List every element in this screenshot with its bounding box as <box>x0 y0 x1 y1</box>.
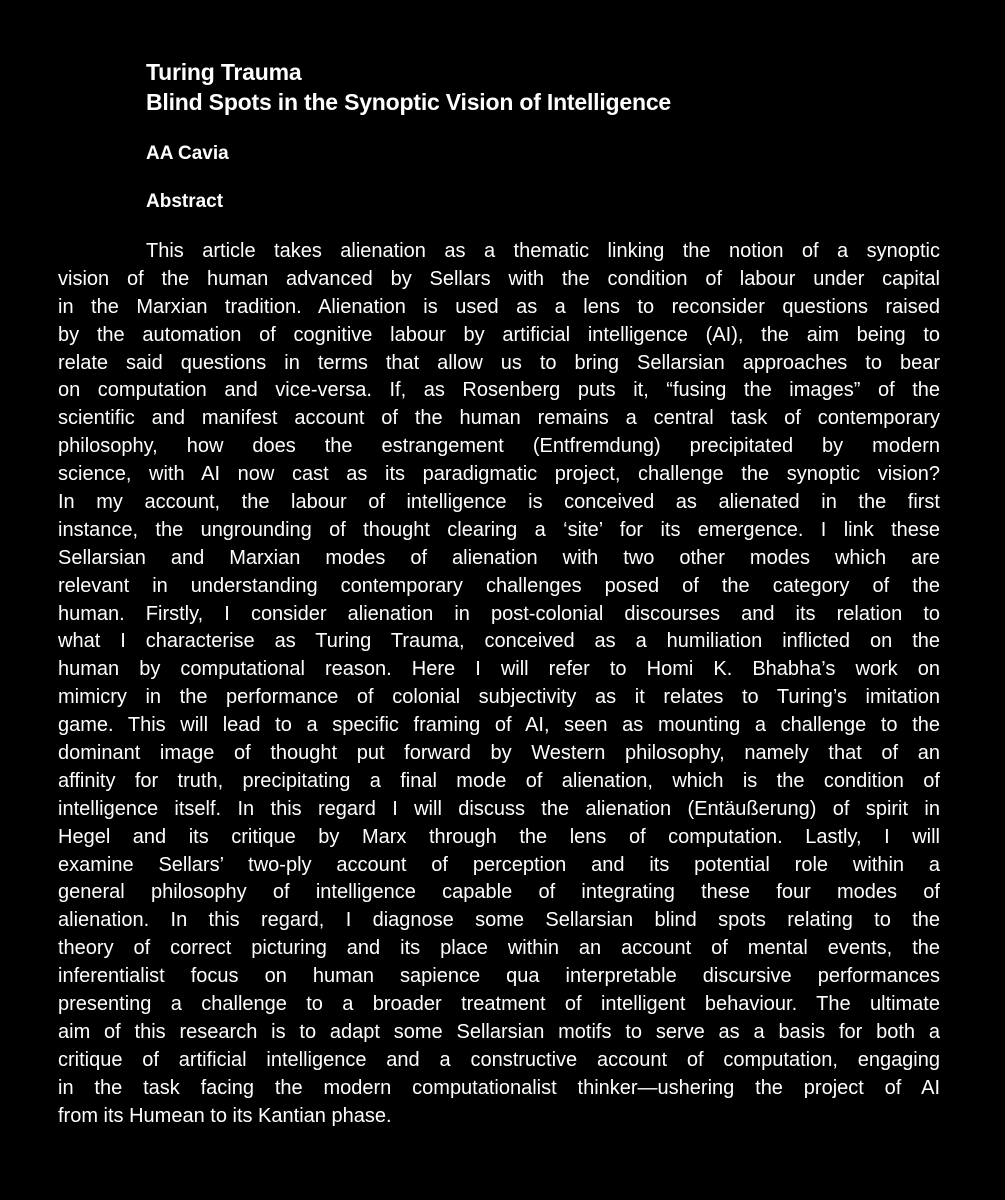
abstract-heading: Abstract <box>146 191 224 212</box>
abstract-line: in the task facing the modern computationalist thinker—ushering the project of AI <box>58 1076 940 1099</box>
abstract-line: relate said questions in terms that allow us to bring Sellarsian approaches to bear <box>58 351 940 374</box>
abstract-line: inferentialist focus on human sapience qua interpretable discursive performances <box>58 965 940 988</box>
abstract-line: In my account, the labour of intelligence is conceived as alienated in the first <box>58 491 940 514</box>
abstract-line: scientific and manifest account of the human remains a central task of contemporary <box>58 407 940 430</box>
abstract-line: Sellarsian and Marxian modes of alienation with two other modes which are <box>58 546 940 569</box>
abstract-line: general philosophy of intelligence capable of integrating these four modes of <box>58 881 940 904</box>
abstract-line: mimicry in the performance of colonial subjectivity as it relates to Turing’s imitation <box>58 686 940 709</box>
abstract-line: alienation. In this regard, I diagnose some Sellarsian blind spots relating to the <box>58 909 940 932</box>
abstract-line: science, with AI now cast as its paradigmatic project, challenge the synoptic vision? <box>58 463 940 486</box>
abstract-line: aim of this research is to adapt some Sellarsian motifs to serve as a basis for both a <box>58 1020 940 1043</box>
abstract-line: intelligence itself. In this regard I will discuss the alienation (Entäußerung) of spirit in <box>58 797 940 820</box>
abstract-line: game. This will lead to a specific framing of AI, seen as mounting a challenge to the <box>58 714 940 737</box>
abstract-line: philosophy, how does the estrangement (Entfremdung) precipitated by modern <box>58 435 940 458</box>
abstract-line: by the automation of cognitive labour by artificial intelligence (AI), the aim being to <box>58 323 940 346</box>
abstract-body <box>58 238 940 1131</box>
title-line: Turing Trauma <box>146 59 302 85</box>
abstract-line: affinity for truth, precipitating a final mode of alienation, which is the condition of <box>58 769 940 792</box>
abstract-line: presenting a challenge to a broader treatment of intelligent behaviour. The ultimate <box>58 993 940 1016</box>
abstract-line: This article takes alienation as a thematic linking the notion of a synoptic <box>146 240 940 262</box>
abstract-line: examine Sellars’ two-ply account of perception and its potential role within a <box>58 853 940 876</box>
abstract-line: human by computational reason. Here I will refer to Homi K. Bhabha’s work on <box>58 658 940 681</box>
paper-title <box>146 57 946 117</box>
abstract-line: in the Marxian tradition. Alienation is used as a lens to reconsider questions raised <box>58 295 940 318</box>
abstract-line: dominant image of thought put forward by Western philosophy, namely that of an <box>58 742 940 765</box>
abstract-line: instance, the ungrounding of thought clearing a ‘site’ for its emergence. I link these <box>58 518 940 541</box>
abstract-line: theory of correct picturing and its place within an account of mental events, the <box>58 937 940 960</box>
abstract-line: human. Firstly, I consider alienation in post-colonial discourses and its relation to <box>58 602 940 625</box>
abstract-line: relevant in understanding contemporary challenges posed of the category of the <box>58 574 940 597</box>
abstract-line: vision of the human advanced by Sellars with the condition of labour under capital <box>58 267 940 290</box>
abstract-line: from its Humean to its Kantian phase. <box>58 1104 392 1127</box>
abstract-line: on computation and vice-versa. If, as Rosenberg puts it, “fusing the images” of the <box>58 379 940 402</box>
abstract-line: what I characterise as Turing Trauma, conceived as a humiliation inflicted on the <box>58 630 940 653</box>
subtitle-line: Blind Spots in the Synoptic Vision of Intelligence <box>146 89 672 115</box>
abstract-line: Hegel and its critique by Marx through the lens of computation. Lastly, I will <box>58 825 940 848</box>
author-name: AA Cavia <box>146 143 229 164</box>
abstract-line: critique of artificial intelligence and a constructive account of computation, engaging <box>58 1048 940 1071</box>
